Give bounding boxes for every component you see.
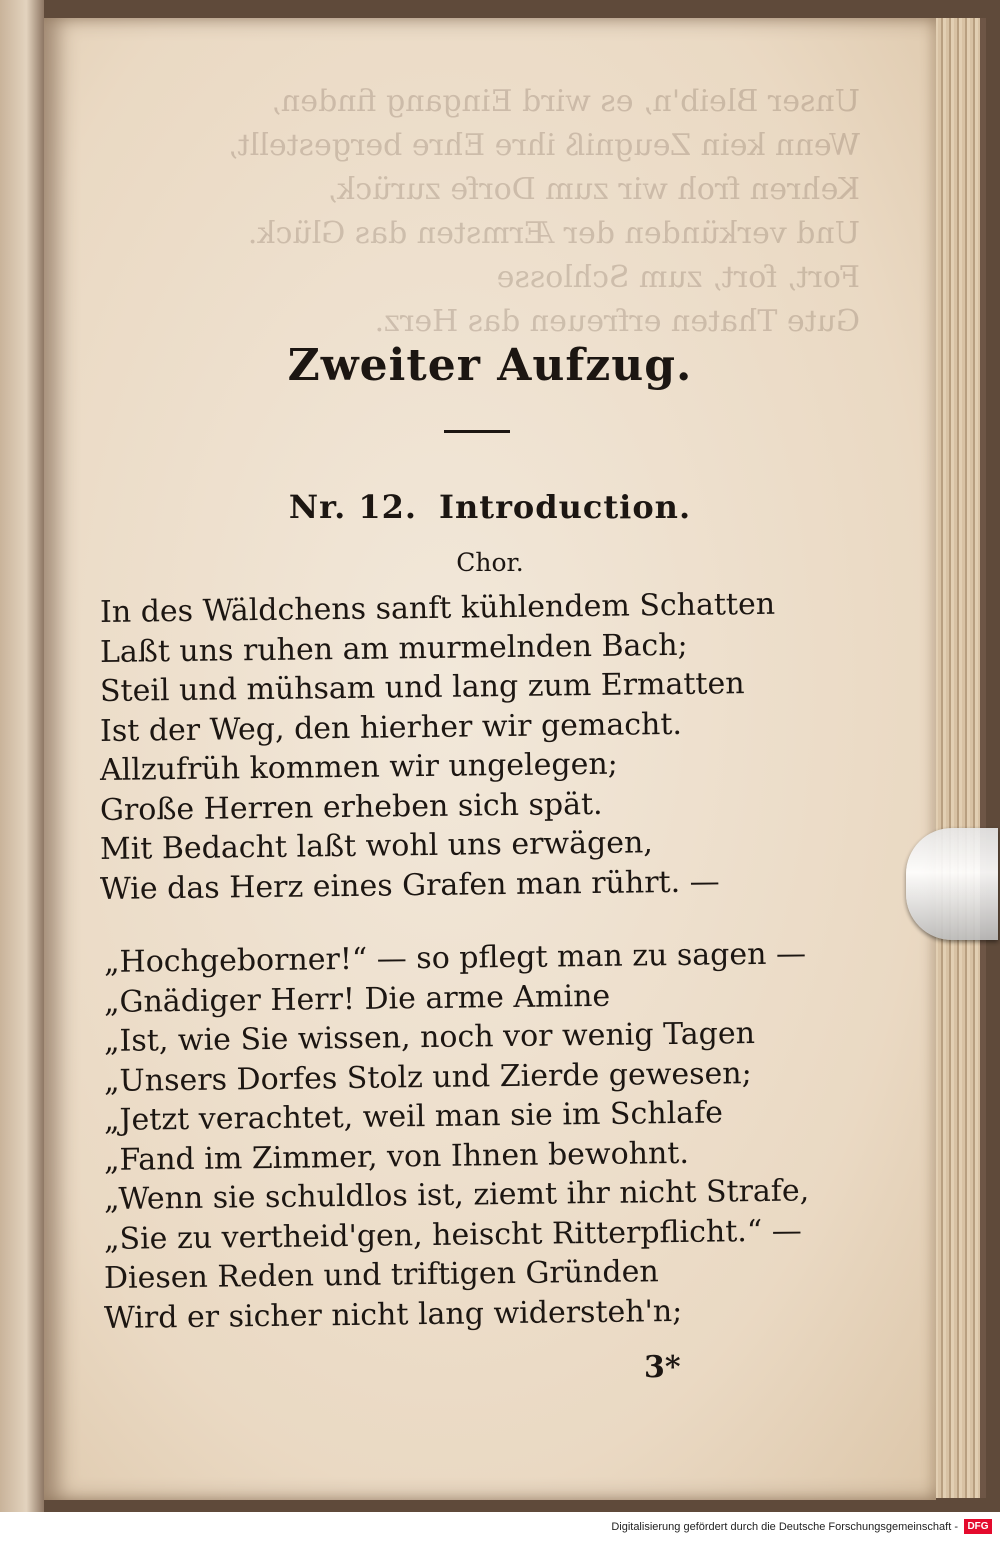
- verse-line: „Fand im Zimmer, von Ihnen bewohnt.: [103, 1135, 690, 1178]
- number-label: Nr. 12.: [288, 488, 418, 526]
- left-page-edge: [0, 0, 44, 1512]
- verse-line: In des Wäldchens sanft kühlendem Schatten: [99, 586, 776, 630]
- verse-line: Allzufrüh kommen wir ungelegen;: [99, 746, 619, 788]
- verse-line: Steil und mühsam und lang zum Ermatten: [99, 666, 745, 709]
- verse-line: Diesen Reden und triftigen Gründen: [103, 1254, 659, 1296]
- verse-line: „Jetzt verachtet, weil man sie im Schlafe: [103, 1095, 724, 1138]
- section-label: Introduction.: [439, 488, 692, 526]
- footer-credit: Digitalisierung gefördert durch die Deutsche Forschungsgemeinschaft -: [611, 1521, 958, 1533]
- number-heading: [44, 488, 936, 526]
- verse-line: „Wenn sie schuldlos ist, ziemt ihr nicht Strafe,: [103, 1173, 810, 1217]
- bleed-through-text: Unser Bleib'n, es wird Eingang finden, Wenn kein Zeugniß ihre Ehre bergestellt, Kehren froh wir zum Dorfe zurück, Und verkünden der Ærmsten das Glück. Fort, fort, zum Schlosse Gute Thaten erfreuen das Herz.: [228, 84, 860, 339]
- act-title: Zweiter Aufzug.: [287, 340, 693, 391]
- verse-line: „Hochgeborner!“ — so pflegt man zu sagen —: [103, 936, 807, 980]
- verse-line: Mit Bedacht laßt wohl uns erwägen,: [99, 825, 654, 867]
- verse-line: „Ist, wie Sie wissen, noch vor wenig Tagen: [103, 1016, 756, 1059]
- verse-line: Große Herren erheben sich spät.: [99, 786, 603, 828]
- verse-line: „Sie zu vertheid'gen, heischt Ritterpflicht.“ —: [103, 1212, 802, 1257]
- verse-line: Wird er sicher nicht lang widersteh'n;: [103, 1293, 683, 1336]
- page-content: [44, 18, 936, 1500]
- page-stack-edge: [930, 18, 986, 1498]
- stanza-2: [103, 936, 884, 1338]
- title-rule: [444, 430, 510, 433]
- verse-line: Ist der Weg, den hierher wir gemacht.: [99, 706, 683, 749]
- verse-line: „Unsers Dorfes Stolz und Zierde gewesen;: [103, 1055, 752, 1099]
- signature-mark: 3*: [644, 1350, 681, 1385]
- verse-line: Laßt uns ruhen am murmelnden Bach;: [99, 627, 688, 670]
- page-clip: [906, 828, 998, 940]
- verse-line: Wie das Herz eines Grafen man rührt. —: [99, 863, 720, 907]
- stanza-1: [99, 586, 880, 909]
- dfg-logo: DFG: [964, 1519, 992, 1534]
- footer-bar: [0, 1512, 1000, 1543]
- speaker-label: Chor.: [456, 548, 524, 577]
- verse-line: „Gnädiger Herr! Die arme Amine: [103, 978, 611, 1020]
